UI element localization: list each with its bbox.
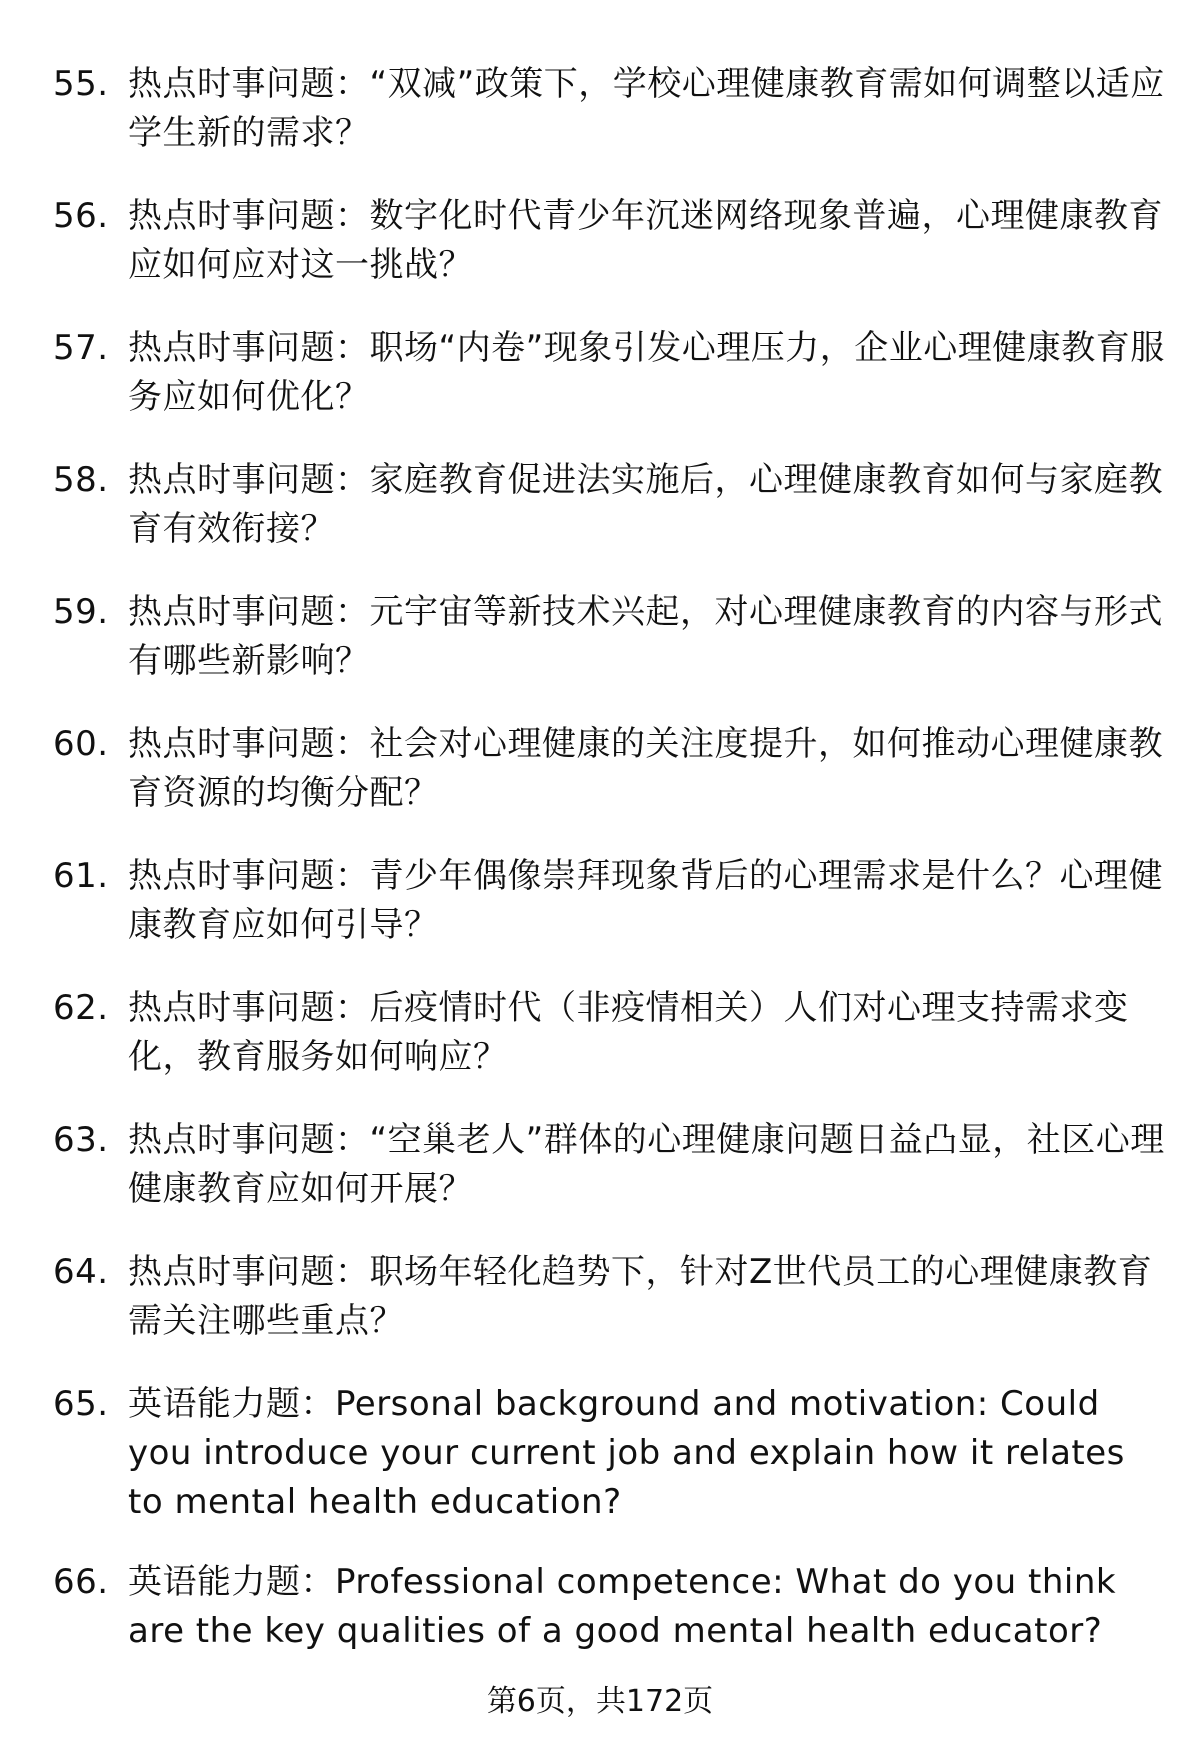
question-item xyxy=(0,60,1200,158)
question-number: 64. xyxy=(53,1252,109,1292)
question-text: 英语能力题：Personal background and motivation: Could you introduce your current job and explain how it relates to mental health education? xyxy=(128,1384,1125,1522)
question-item xyxy=(0,720,1200,818)
question-item xyxy=(0,1558,1200,1656)
question-number: 59. xyxy=(53,592,109,632)
question-number: 60. xyxy=(53,724,109,764)
question-text: 热点时事问题：家庭教育促进法实施后，心理健康教育如何与家庭教育有效衔接？ xyxy=(128,460,1163,549)
question-text: 热点时事问题：社会对心理健康的关注度提升，如何推动心理健康教育资源的均衡分配？ xyxy=(128,724,1163,813)
question-number: 58. xyxy=(53,460,109,500)
question-text: 热点时事问题：职场“内卷”现象引发心理压力，企业心理健康教育服务应如何优化？ xyxy=(128,328,1165,417)
question-text: 热点时事问题：“双减”政策下，学校心理健康教育需如何调整以适应学生新的需求？ xyxy=(128,64,1165,153)
question-item xyxy=(0,984,1200,1082)
question-number: 66. xyxy=(53,1562,109,1602)
question-number: 65. xyxy=(53,1384,109,1424)
question-number: 57. xyxy=(53,328,109,368)
question-item xyxy=(0,852,1200,950)
question-item xyxy=(0,1116,1200,1214)
question-text: 热点时事问题：元宇宙等新技术兴起，对心理健康教育的内容与形式有哪些新影响？ xyxy=(128,592,1163,681)
question-list xyxy=(0,60,1200,1687)
question-number: 63. xyxy=(53,1120,109,1160)
question-number: 56. xyxy=(53,196,109,236)
question-item xyxy=(0,456,1200,554)
question-text: 热点时事问题：后疫情时代（非疫情相关）人们对心理支持需求变化，教育服务如何响应？ xyxy=(128,988,1129,1077)
question-text: 热点时事问题：“空巢老人”群体的心理健康问题日益凸显，社区心理健康教育应如何开展？ xyxy=(128,1120,1165,1209)
question-number: 55. xyxy=(53,64,109,104)
question-text: 英语能力题：Professional competence: What do you think are the key qualities of a good mental health educator? xyxy=(128,1562,1117,1651)
question-item xyxy=(0,588,1200,686)
question-text: 热点时事问题：数字化时代青少年沉迷网络现象普遍，心理健康教育应如何应对这一挑战？ xyxy=(128,196,1163,285)
question-number: 61. xyxy=(53,856,109,896)
question-number: 62. xyxy=(53,988,109,1028)
page-number-footer: 第6页，共172页 xyxy=(486,1684,714,1719)
question-item xyxy=(0,192,1200,290)
question-text: 热点时事问题：青少年偶像崇拜现象背后的心理需求是什么？心理健康教育应如何引导？ xyxy=(128,856,1163,945)
question-item xyxy=(0,1380,1200,1527)
question-text: 热点时事问题：职场年轻化趋势下，针对Z世代员工的心理健康教育需关注哪些重点？ xyxy=(128,1252,1153,1341)
question-item xyxy=(0,324,1200,422)
question-item xyxy=(0,1248,1200,1346)
